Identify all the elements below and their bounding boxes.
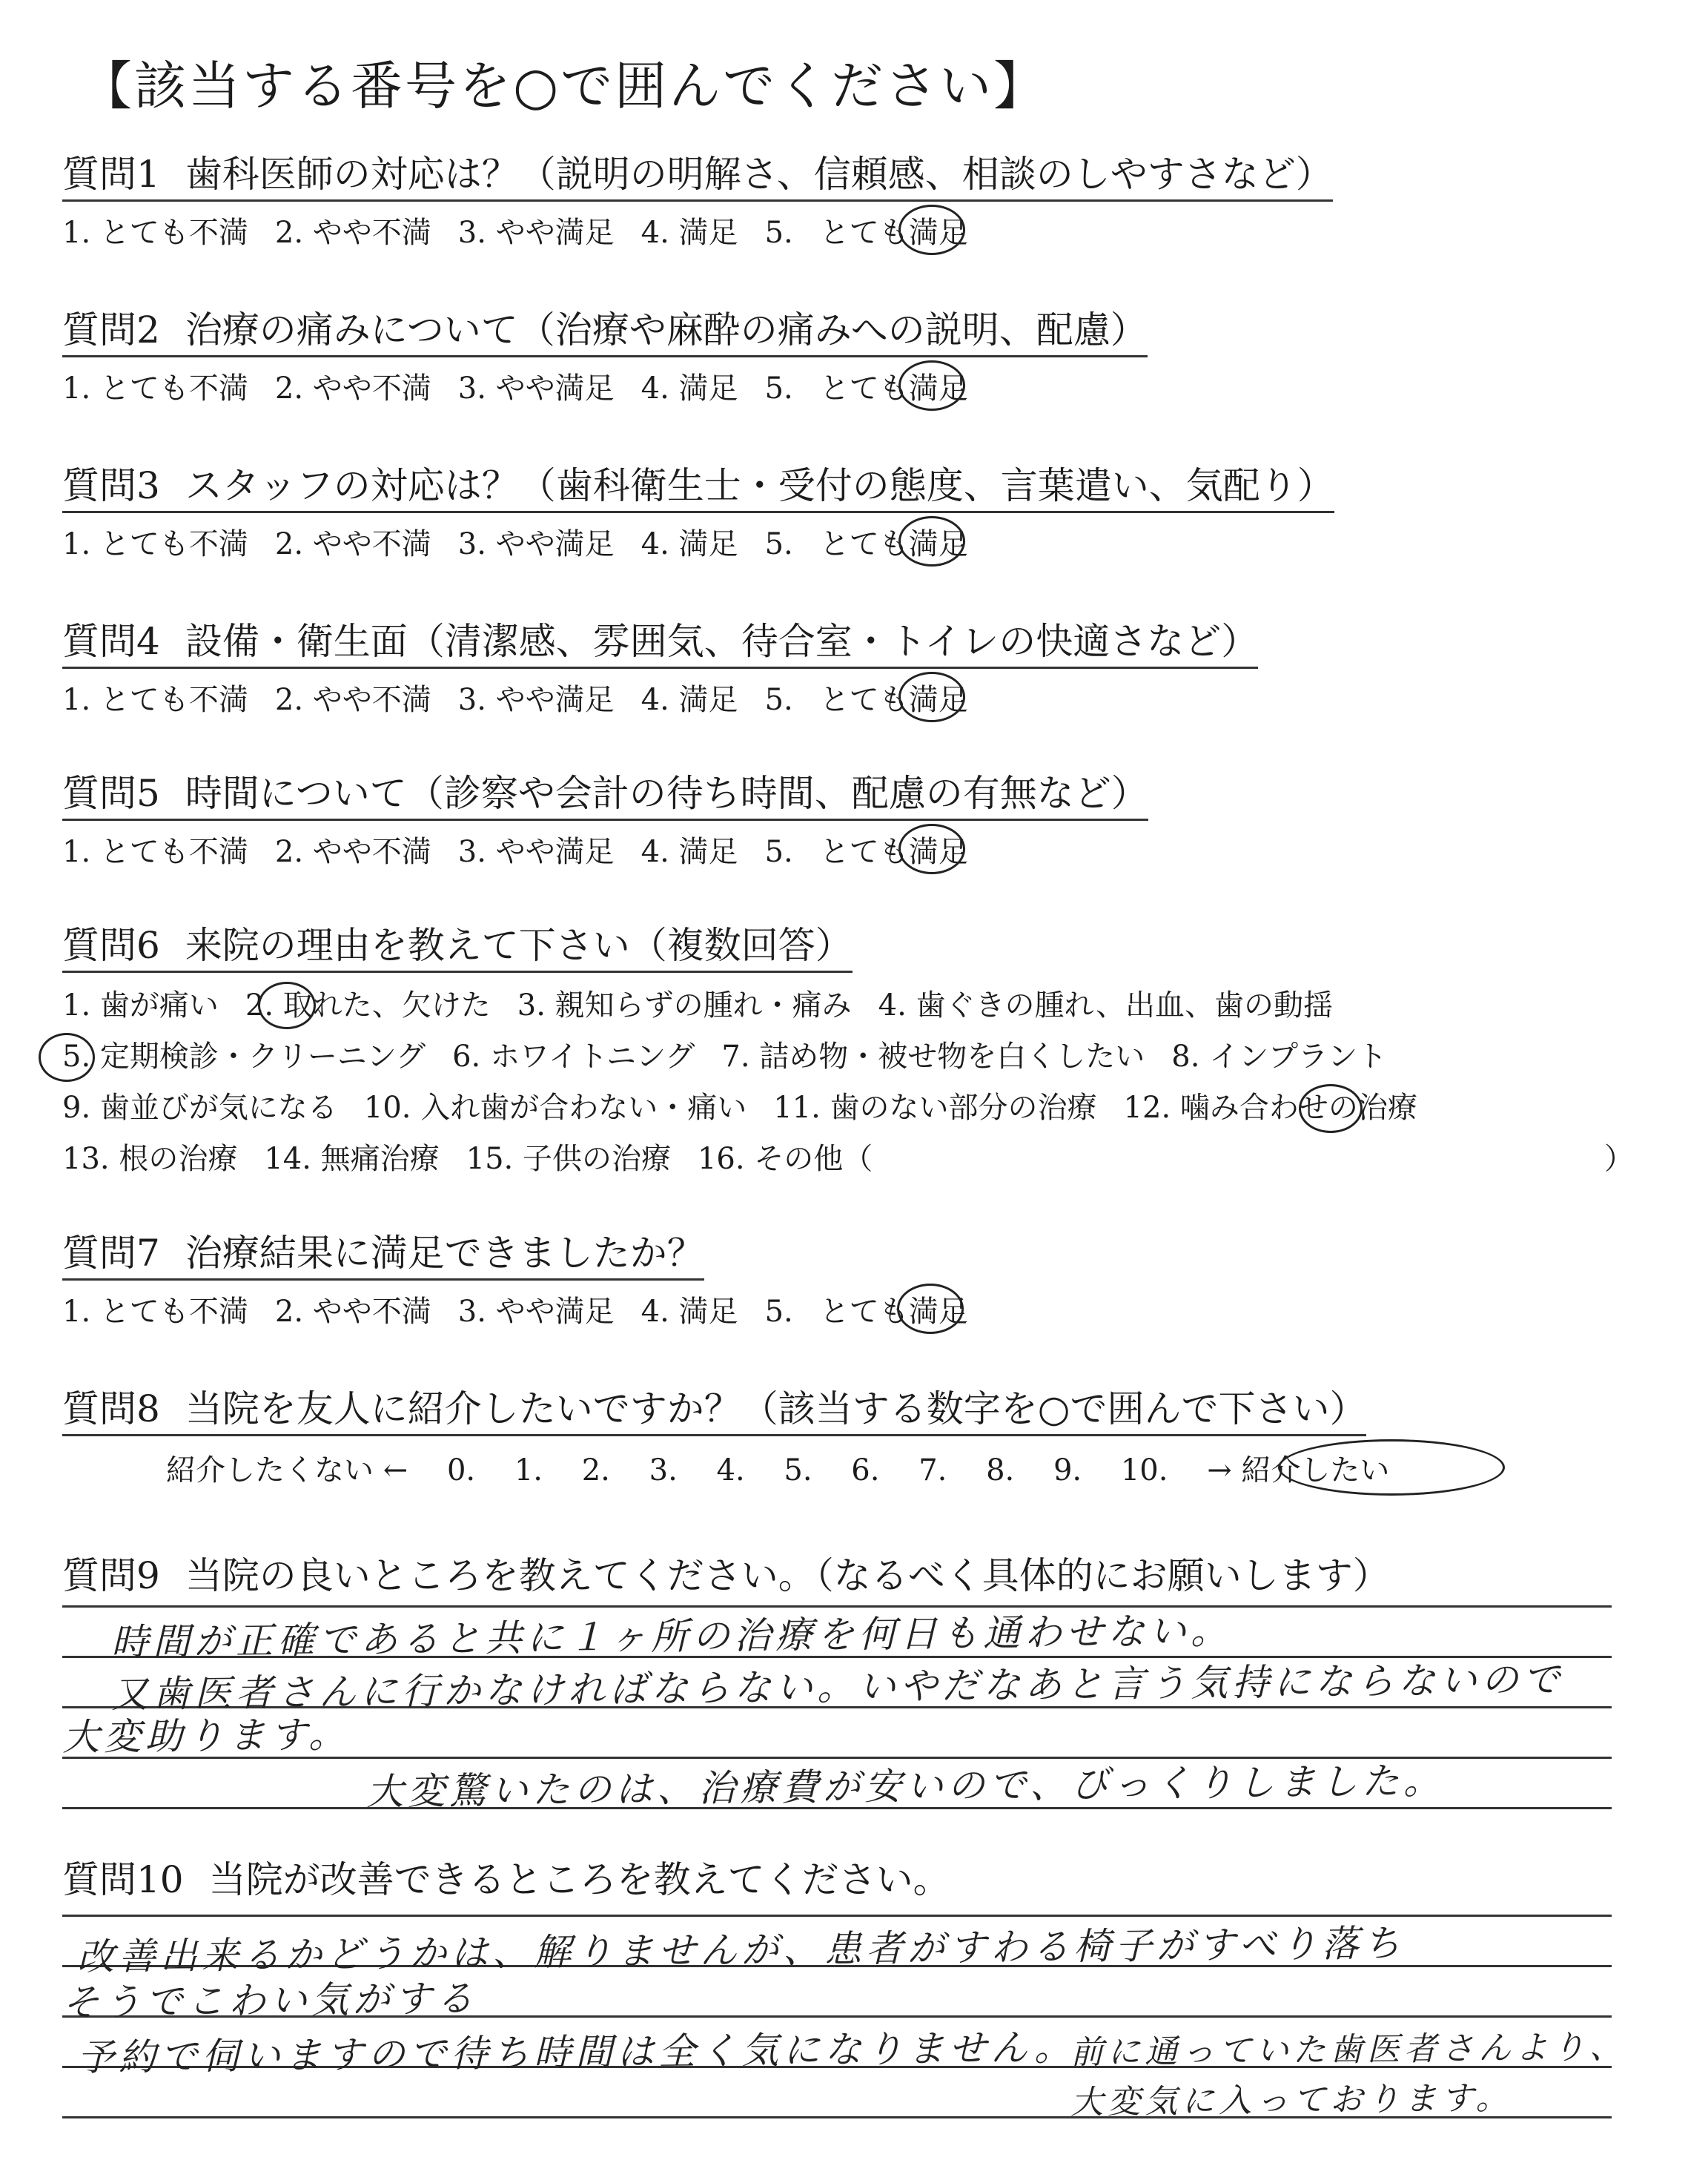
selection-circle: [898, 824, 965, 874]
selection-circle: [898, 205, 965, 255]
scale-label: とても満足: [819, 216, 968, 250]
scale-option[interactable]: 1. とても不満: [62, 683, 248, 717]
reason-option[interactable]: 5. 定期検診・クリーニング: [62, 1040, 426, 1074]
scale-option[interactable]: 2. やや不満: [274, 683, 431, 717]
reason-option[interactable]: 15. 子供の治療: [466, 1142, 671, 1176]
scale-option[interactable]: 1. とても不満: [62, 527, 248, 561]
recommend-value[interactable]: 6.: [851, 1453, 880, 1487]
scale-option[interactable]: 5.: [764, 216, 793, 250]
scale-option[interactable]: 5.: [764, 371, 793, 406]
question-text: 当院の良いところを教えてください。（なるべく具体的にお願いします）: [185, 1554, 1390, 1597]
selection-circle: [39, 1033, 95, 1082]
question-text: スタッフの対応は？（歯科衛生士・受付の態度、言葉遣い、気配り）: [185, 464, 1334, 507]
recommend-value[interactable]: 2.: [581, 1453, 610, 1487]
scale-label: とても満足: [819, 835, 968, 869]
question-text: 時間について（診察や会計の待ち時間、配慮の有無など）: [185, 772, 1148, 815]
scale-option[interactable]: 4. 満足: [640, 527, 738, 561]
question-text: 治療の痛みについて（治療や麻酔の痛みへの説明、配慮）: [185, 308, 1148, 351]
scale-option[interactable]: 2. やや不満: [274, 1295, 431, 1329]
question-text: 治療結果に満足できましたか？: [185, 1232, 704, 1275]
selection-circle: [898, 516, 965, 567]
reason-option[interactable]: 10. 入れ歯が合わない・痛い: [363, 1091, 747, 1125]
recommend-left-label: 紹介したくない ←: [166, 1453, 408, 1487]
scale-option[interactable]: 3. やや満足: [457, 371, 615, 406]
recommend-value[interactable]: 5.: [784, 1453, 812, 1487]
question-9: [62, 1546, 1390, 1599]
scale-option[interactable]: 5.: [764, 527, 793, 561]
selection-circle: [897, 1284, 964, 1334]
scale-option[interactable]: 3. やや満足: [457, 1295, 615, 1329]
scale-option[interactable]: 4. 満足: [640, 835, 738, 869]
question-text: 来院の理由を教えて下さい（複数回答）: [185, 924, 853, 967]
question-7: [62, 1231, 995, 1330]
scale-option[interactable]: 4. 満足: [640, 216, 738, 250]
question-8: [62, 1387, 1419, 1489]
scale-option[interactable]: 5.: [764, 683, 793, 717]
scale-option[interactable]: 1. とても不満: [62, 216, 248, 250]
question-1: [62, 152, 1333, 251]
question-number: 質問6: [62, 924, 160, 967]
recommend-value[interactable]: 9.: [1053, 1453, 1082, 1487]
scale-option[interactable]: 2. やや不満: [274, 527, 431, 561]
question-6: [62, 923, 1634, 1185]
question-number: 質問2: [62, 308, 160, 351]
recommend-value[interactable]: 1.: [514, 1453, 543, 1487]
reason-row: [62, 1031, 1444, 1083]
reason-option[interactable]: 12. 噛み合わせの治療: [1123, 1091, 1417, 1125]
recommend-right-label[interactable]: → 紹介したい: [1207, 1453, 1390, 1487]
question-number: 質問10: [62, 1858, 184, 1901]
question-4: [62, 619, 1258, 718]
reason-options: [62, 980, 1634, 1185]
question-number: 質問8: [62, 1387, 160, 1430]
scale-option[interactable]: 5.: [764, 1295, 793, 1329]
question-3: [62, 463, 1334, 562]
reason-option[interactable]: 6. ホワイトニング: [452, 1040, 695, 1074]
question-10: [62, 1850, 950, 1903]
handwritten-answer: 大変助ります。: [62, 1712, 351, 1760]
question-text: 歯科医師の対応は？（説明の明解さ、信頼感、相談のしやすさなど）: [185, 153, 1333, 196]
recommend-value[interactable]: 7.: [918, 1453, 947, 1487]
reason-option[interactable]: 2. 取れた、欠けた: [245, 988, 491, 1023]
reason-other-close: ）: [1604, 1142, 1634, 1176]
reason-option[interactable]: 14. 無痛治療: [264, 1142, 440, 1176]
scale-option[interactable]: 3. やや満足: [457, 683, 615, 717]
satisfaction-scale: [62, 1288, 995, 1330]
satisfaction-scale: [62, 365, 1148, 406]
question-heading: [62, 463, 1334, 513]
recommend-value[interactable]: 8.: [986, 1453, 1015, 1487]
scale-option[interactable]: 1. とても不満: [62, 835, 248, 869]
selection-circle: [1299, 1084, 1363, 1133]
reason-row: [62, 1083, 1444, 1134]
reason-option[interactable]: 7. 詰め物・被せ物を白くしたい: [721, 1040, 1145, 1074]
question-5: [62, 771, 1148, 870]
question-number: 質問7: [62, 1232, 160, 1275]
handwritten-answer: 大変驚いたのは、治療費が安いので、びっくりしました。: [365, 1759, 1446, 1814]
handwritten-answer: 改善出来るかどうかは、解りませんが、患者がすわる椅子がすべり落ち: [76, 1921, 1406, 1979]
recommend-value[interactable]: 3.: [649, 1453, 678, 1487]
recommend-value[interactable]: 10.: [1120, 1453, 1168, 1487]
question-number: 質問1: [62, 153, 160, 196]
recommend-scale: [62, 1447, 1419, 1489]
scale-option[interactable]: 1. とても不満: [62, 371, 248, 406]
scale-option[interactable]: 4. 満足: [640, 1295, 738, 1329]
reason-option[interactable]: 9. 歯並びが気になる: [62, 1091, 337, 1125]
recommend-value[interactable]: 0.: [446, 1453, 476, 1487]
selection-circle: [898, 672, 965, 722]
question-heading: [62, 152, 1333, 202]
question-text: 当院を友人に紹介したいですか？（該当する数字を○で囲んで下さい）: [185, 1387, 1367, 1430]
reason-option[interactable]: 13. 根の治療: [62, 1142, 238, 1176]
reason-row: [62, 1134, 1634, 1185]
question-number: 質問4: [62, 620, 160, 663]
handwritten-answer: 前に通っていた歯医者さんより、: [1070, 2028, 1627, 2072]
question-number: 質問3: [62, 464, 160, 507]
question-heading: [62, 1387, 1366, 1436]
scale-option[interactable]: 2. やや不満: [274, 216, 431, 250]
satisfaction-scale: [62, 676, 1258, 718]
page-title: 【該当する番号を○で囲んでください】: [80, 56, 1048, 116]
scale-label: とても満足: [819, 527, 968, 561]
scale-option[interactable]: 5.: [764, 835, 793, 869]
scale-option[interactable]: 2. やや不満: [274, 835, 431, 869]
scale-option[interactable]: 1. とても不満: [62, 1295, 248, 1329]
question-number: 質問5: [62, 772, 160, 815]
scale-option[interactable]: 3. やや満足: [457, 216, 615, 250]
selection-circle: [258, 982, 316, 1029]
question-heading: [62, 1231, 704, 1281]
handwritten-answer: 大変気に入っております。: [1070, 2078, 1513, 2122]
question-number: 質問9: [62, 1554, 160, 1597]
recommend-value[interactable]: 4.: [716, 1453, 745, 1487]
handwritten-answer: 又歯医者さんに行かなければならない。いやだなあと言う気持にならないので: [110, 1657, 1565, 1717]
reason-option[interactable]: 16. その他（: [697, 1142, 873, 1176]
question-text: 当院が改善できるところを教えてください。: [208, 1858, 950, 1901]
scale-option[interactable]: 4. 満足: [640, 683, 738, 717]
handwritten-answer: そうでこわい気がする: [62, 1977, 478, 2024]
satisfaction-scale: [62, 521, 1334, 562]
reason-row: [62, 980, 1444, 1031]
reason-option[interactable]: 3. 親知らずの腫れ・痛み: [517, 988, 852, 1023]
scale-option[interactable]: 2. やや不満: [274, 371, 431, 406]
satisfaction-scale: [62, 209, 1333, 251]
scale-option[interactable]: 3. やや満足: [457, 835, 615, 869]
selection-circle: [898, 360, 965, 411]
reason-option[interactable]: 8. インプラント: [1171, 1040, 1388, 1074]
question-heading: [62, 771, 1148, 821]
question-heading: [62, 308, 1148, 357]
question-text: 設備・衛生面（清潔感、雰囲気、待合室・トイレの快適さなど）: [185, 620, 1259, 663]
scale-label: とても満足: [819, 1295, 968, 1329]
question-heading: [62, 619, 1258, 669]
handwritten-answer: 時間が正確であると共に１ヶ所の治療を何日も通わせない。: [110, 1609, 1233, 1664]
reason-option[interactable]: 1. 歯が痛い: [62, 988, 219, 1023]
satisfaction-scale: [62, 828, 1148, 870]
question-heading: [62, 1850, 950, 1903]
scale-label: とても満足: [819, 683, 968, 717]
question-heading: [62, 923, 853, 973]
question-heading: [62, 1546, 1390, 1599]
scale-option[interactable]: 4. 満足: [640, 371, 738, 406]
scale-label: とても満足: [819, 371, 968, 406]
reason-option[interactable]: 11. 歯のない部分の治療: [773, 1091, 1097, 1125]
scale-option[interactable]: 3. やや満足: [457, 527, 615, 561]
reason-option[interactable]: 4. 歯ぐきの腫れ、出血、歯の動揺: [878, 988, 1333, 1023]
handwritten-answer: 予約で伺いますので待ち時間は全く気になりません。: [76, 2025, 1076, 2080]
selection-circle: [1278, 1439, 1505, 1496]
question-2: [62, 308, 1148, 406]
